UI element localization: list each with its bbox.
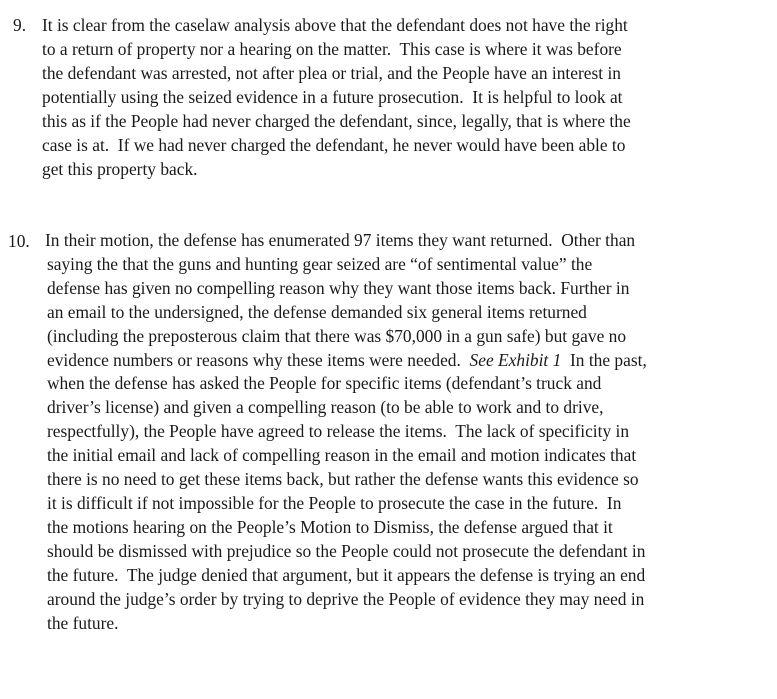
text-line: potentially using the seized evidence in a future prosecution. It is helpful to look at	[42, 87, 623, 107]
text-line: an email to the undersigned, the defense demanded six general items returned	[47, 301, 587, 322]
text-line: the future. The judge denied that argument, but it appears the defense is trying an end	[47, 564, 646, 585]
text-segment: evidence numbers or reasons why these items were needed.	[47, 349, 470, 370]
text-line: this as if the People had never charged the defendant, since, legally, that is where the	[42, 111, 631, 131]
text-line: when the defense has asked the People for specific items (defendant’s truck and	[47, 373, 602, 394]
text-line: the defendant was arrested, not after plea or trial, and the People have an interest in	[42, 63, 621, 83]
exhibit-reference: See Exhibit 1	[469, 349, 562, 370]
text-line: respectfully), the People have agreed to release the items. The lack of specificity in	[47, 421, 630, 442]
paragraph-body	[47, 229, 647, 635]
text-segment: In the past,	[561, 349, 647, 370]
text-line: around the judge’s order by trying to deprive the People of evidence they may need in	[47, 588, 645, 609]
text-line: case is at. If we had never charged the defendant, he never would have been able to	[42, 135, 626, 155]
exhibit-line	[47, 349, 647, 373]
text-line: get this property back.	[42, 159, 198, 179]
text-line: there is no need to get these items back, but rather the defense wants this evidence so	[47, 469, 639, 490]
text-line: driver’s license) and given a compelling reason (to be able to work and to drive,	[47, 397, 604, 418]
paragraph-number: 9.	[13, 15, 27, 35]
paragraph-number: 10.	[8, 231, 30, 251]
text-line: the future.	[47, 612, 119, 633]
paragraph-body	[42, 13, 631, 181]
text-line: the initial email and lack of compelling reason in the email and motion indicates that	[47, 445, 637, 466]
text-line: to a return of property nor a hearing on the matter. This case is where it was before	[42, 39, 622, 59]
text-line: defense has given no compelling reason why they want those items back. Further in	[47, 277, 630, 298]
text-line: (including the preposterous claim that there was $70,000 in a gun safe) but gave no	[47, 325, 627, 346]
text-line: it is difficult if not impossible for the People to prosecute the case in the future. In	[47, 492, 622, 513]
text-line: the motions hearing on the People’s Motion to Dismiss, the defense argued that it	[47, 516, 613, 537]
text-line: In their motion, the defense has enumerated 97 items they want returned. Other than	[45, 230, 636, 250]
text-line: saying the that the guns and hunting gear seized are “of sentimental value” the	[47, 253, 593, 274]
text-line: It is clear from the caselaw analysis above that the defendant does not have the right	[42, 15, 628, 35]
text-line: should be dismissed with prejudice so the People could not prosecute the defendant in	[47, 540, 646, 561]
